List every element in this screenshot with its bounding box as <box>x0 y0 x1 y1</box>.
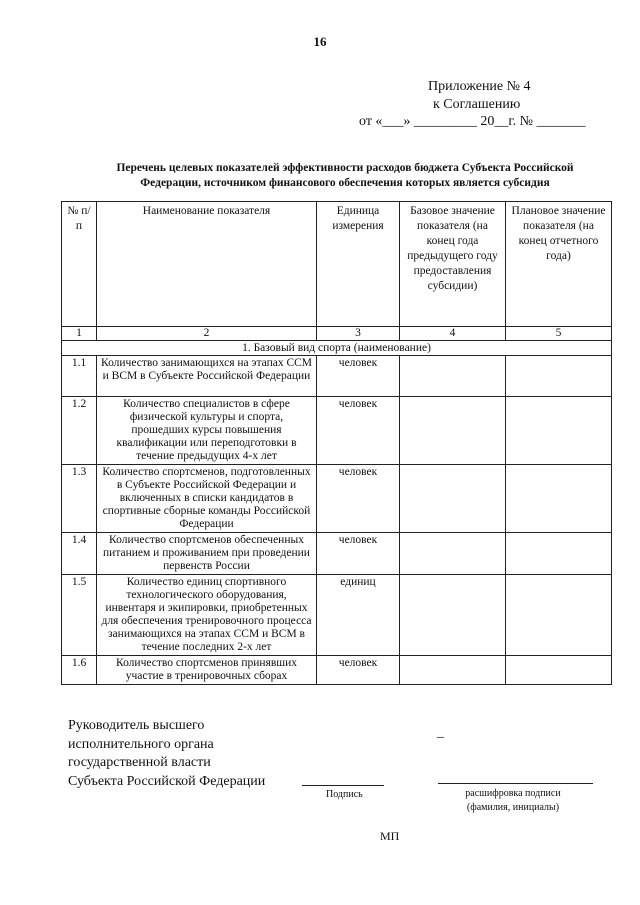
row-number: 1.5 <box>62 575 97 656</box>
row-indicator-name: Количество спортсменов обеспеченных питанием и проживанием при проведении первенств России <box>97 533 317 575</box>
row-unit: человек <box>317 465 400 533</box>
decode-caption-line: (фамилия, инициалы) <box>466 802 560 813</box>
table-row <box>62 575 612 656</box>
signature-line <box>302 785 384 786</box>
decode-caption <box>443 787 583 815</box>
header-indicator-name: Наименование показателя <box>97 202 317 327</box>
indicators-table <box>61 201 612 685</box>
column-number: 4 <box>400 327 506 341</box>
column-number: 5 <box>506 327 612 341</box>
row-number: 1.3 <box>62 465 97 533</box>
row-base-value <box>400 397 506 465</box>
signature-caption: Подпись <box>326 789 363 800</box>
row-unit: человек <box>317 356 400 397</box>
header-base-value: Базовое значение показателя (на конец года предыдущего году предоставления субсидии) <box>400 202 506 327</box>
table-row <box>62 533 612 575</box>
column-number: 2 <box>97 327 317 341</box>
row-base-value <box>400 575 506 656</box>
row-number: 1.2 <box>62 397 97 465</box>
decode-line <box>438 783 593 784</box>
appendix-date-line: от «___» _________ 20__г. № _______ <box>359 114 586 129</box>
table-row <box>62 397 612 465</box>
column-number: 1 <box>62 327 97 341</box>
row-base-value <box>400 533 506 575</box>
header-planned-value: Плановое значение показателя (на конец отчетного года) <box>506 202 612 327</box>
table-row <box>62 356 612 397</box>
row-unit: единиц <box>317 575 400 656</box>
row-indicator-name: Количество единиц спортивного технологического оборудования, инвентаря и экипировки, приобретенных для обеспечения тренировочного процесса занимающихся на этапах ССМ и ВСМ в течение последних 2-х лет <box>97 575 317 656</box>
row-number: 1.4 <box>62 533 97 575</box>
row-planned-value <box>506 533 612 575</box>
row-unit: человек <box>317 397 400 465</box>
row-planned-value <box>506 397 612 465</box>
signer-line: Субъекта Российской Федерации <box>68 773 266 789</box>
appendix-subtitle: к Соглашению <box>433 97 521 112</box>
row-planned-value <box>506 356 612 397</box>
row-base-value <box>400 465 506 533</box>
row-unit: человек <box>317 656 400 685</box>
column-number: 3 <box>317 327 400 341</box>
table-header-row <box>62 202 612 327</box>
document-title: Перечень целевых показателей эффективности расходов бюджета Субъекта Российской Федерации, источником финансового обеспечения которых является субсидия <box>116 162 574 189</box>
row-base-value <box>400 656 506 685</box>
appendix-title: Приложение № 4 <box>428 79 531 94</box>
section-title: 1. Базовый вид спорта (наименование) <box>62 341 612 356</box>
column-numbers-row <box>62 327 612 341</box>
row-planned-value <box>506 575 612 656</box>
signer-line: Руководитель высшего <box>68 718 205 733</box>
row-indicator-name: Количество занимающихся на этапах ССМ и ВСМ в Субъекте Российской Федерации <box>97 356 317 397</box>
table-row <box>62 465 612 533</box>
row-unit: человек <box>317 533 400 575</box>
table-row <box>62 656 612 685</box>
signer-line: государственной власти <box>68 755 211 770</box>
header-unit: Единица измерения <box>317 202 400 327</box>
row-indicator-name: Количество специалистов в сфере физической культуры и спорта, прошедших курсы повышения квалификации или переподготовки в течение предыдущих 4-х лет <box>97 397 317 465</box>
decode-caption-line: расшифровка подписи <box>465 788 561 799</box>
signer-line: исполнительного органа <box>68 736 214 752</box>
stamp-label: МП <box>380 829 400 843</box>
section-row <box>62 341 612 356</box>
decode-dash: _ <box>437 725 444 740</box>
row-indicator-name: Количество спортсменов, подготовленных в Субъекте Российской Федерации и включенных в списки кандидатов в спортивные сборные команды Российской Федерации <box>97 465 317 533</box>
signer-position <box>68 717 265 791</box>
row-indicator-name: Количество спортсменов принявших участие в тренировочных сборах <box>97 656 317 685</box>
page-number: 16 <box>313 34 327 49</box>
header-number: № п/п <box>62 202 97 327</box>
row-base-value <box>400 356 506 397</box>
row-planned-value <box>506 656 612 685</box>
row-number: 1.1 <box>62 356 97 397</box>
row-number: 1.6 <box>62 656 97 685</box>
row-planned-value <box>506 465 612 533</box>
